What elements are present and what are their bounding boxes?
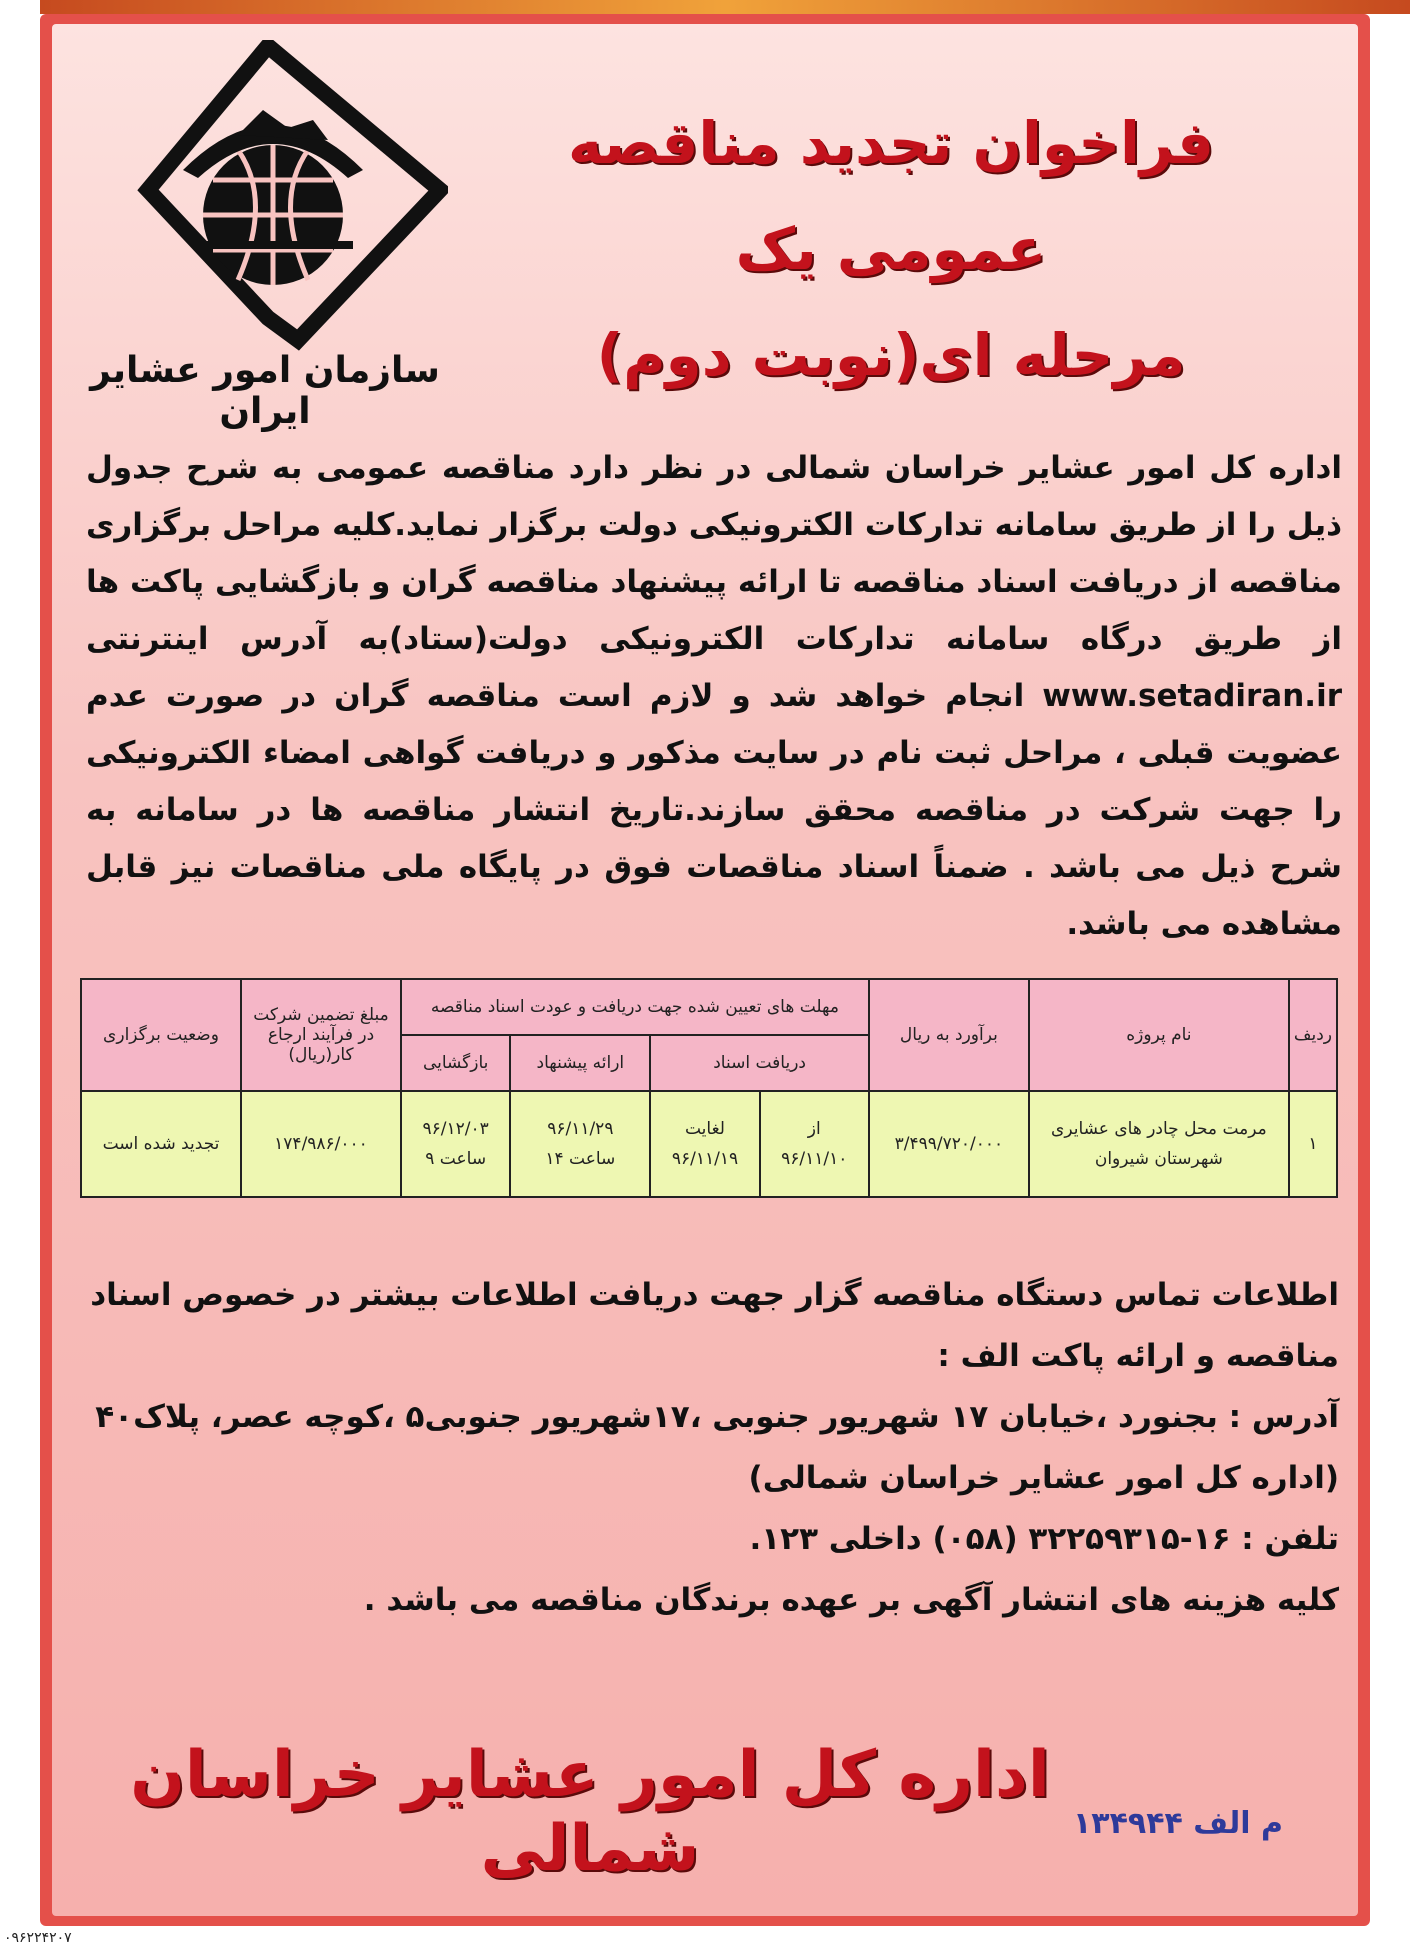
cell-opening-time: ساعت ۹ — [425, 1149, 487, 1169]
tender-table-wrapper — [80, 978, 1338, 1198]
cell-status: تجدید شده است — [81, 1091, 241, 1197]
header-project-name: نام پروژه — [1029, 979, 1289, 1091]
header-row-index: ردیف — [1289, 979, 1337, 1091]
cell-submit-date: ۹۶/۱۱/۲۹ — [547, 1119, 614, 1139]
top-decorative-strip — [40, 0, 1410, 14]
body-text: اداره کل امور عشایر خراسان شمالی در نظر دارد مناقصه عمومی به شرح جدول ذیل را از طریق سامانه تدارکات الکترونیکی دولت برگزار نماید.کلیه مراحل برگزاری مناقصه از دریافت اسناد مناقصه تا ارائه پیشنهاد مناقصه گران و بازگشایی پاکت ها از طریق درگاه سامانه تدارکات الکترونیکی دولت(ستاد)به آدرس اینترنتی www.setadiran.ir انجام خواهد شد و لازم است مناقصه گران در صورت عدم عضویت قبلی ، مراحل ثبت نام در سایت مذکور و دریافت گواهی امضاء الکترونیکی را جهت شرکت در مناقصه محقق سازند.تاریخ انتشار مناقصه ها در سامانه به — [86, 450, 1342, 828]
organization-logo — [88, 40, 448, 360]
cell-submit-time: ساعت ۱۴ — [545, 1149, 616, 1169]
title-line-2: مرحله ای(نوبت دوم) — [596, 321, 1186, 389]
ad-code: م الف ۱۳۴۹۴۴ — [1072, 1806, 1284, 1841]
header-receive-docs: دریافت اسناد — [650, 1035, 869, 1091]
cell-receive-from — [760, 1091, 869, 1197]
cell-receive-from-date: ۹۶/۱۱/۱۰ — [781, 1149, 848, 1169]
cell-opening-date: ۹۶/۱۲/۰۳ — [422, 1119, 489, 1139]
contact-phone: تلفن : ۱۶-۳۲۲۵۹۳۱۵ (۰۵۸) داخلی ۱۲۳. — [749, 1521, 1339, 1557]
cost-note: کلیه هزینه های انتشار آگهی بر عهده برندگان مناقصه می باشد . — [363, 1582, 1339, 1618]
header-deadlines: مهلت های تعیین شده جهت دریافت و عودت اسناد مناقصه — [401, 979, 869, 1035]
cell-opening — [401, 1091, 510, 1197]
cell-receive-to-label: لغایت — [684, 1119, 725, 1139]
cell-receive-to — [650, 1091, 759, 1197]
header-estimate: برآورد به ریال — [869, 979, 1029, 1091]
cell-row-index: ۱ — [1289, 1091, 1337, 1197]
header-guarantee: مبلغ تضمین شرکت در فرآیند ارجاع کار(ریال) — [241, 979, 401, 1091]
footer-office-name: اداره کل امور عشایر خراسان شمالی — [130, 1738, 1050, 1886]
cell-guarantee: ۱۷۴/۹۸۶/۰۰۰ — [241, 1091, 401, 1197]
header-opening: بازگشایی — [401, 1035, 510, 1091]
cell-receive-from-label: از — [807, 1119, 821, 1139]
organization-name: سازمان امور عشایر ایران — [90, 350, 440, 432]
cell-project-name: مرمت محل چادر های عشایری شهرستان شیروان — [1029, 1091, 1289, 1197]
header-status: وضعیت برگزاری — [81, 979, 241, 1091]
body-last-line: شرح ذیل می باشد . ضمناً اسناد مناقصات فوق در پایگاه ملی مناقصات نیز قابل مشاهده می باشد. — [86, 849, 1342, 942]
header-submit-offer: ارائه پیشنهاد — [510, 1035, 650, 1091]
contact-address: آدرس : بجنورد ،خیابان ۱۷ شهریور جنوبی ،۱۷شهریور جنوبی۵ ،کوچه عصر، پلاک۴۰ (اداره کل امور عشایر خراسان شمالی) — [95, 1399, 1339, 1496]
contact-section — [79, 1265, 1339, 1631]
tender-table — [80, 978, 1338, 1198]
table-row — [81, 1091, 1337, 1197]
announcement-body — [86, 440, 1342, 953]
side-code: ۰۹۶۲۲۴۲۰۷ — [4, 1930, 72, 1946]
ad-title — [481, 90, 1301, 408]
title-line-1: فراخوان تجدید مناقصه عمومی یک — [568, 109, 1214, 283]
contact-heading: اطلاعات تماس دستگاه مناقصه گزار جهت دریافت اطلاعات بیشتر در خصوص اسناد مناقصه و ارائه پاکت الف : — [90, 1277, 1339, 1374]
cell-estimate: ۳/۴۹۹/۷۲۰/۰۰۰ — [869, 1091, 1029, 1197]
cell-receive-to-date: ۹۶/۱۱/۱۹ — [671, 1149, 739, 1169]
cell-submit-offer — [510, 1091, 650, 1197]
